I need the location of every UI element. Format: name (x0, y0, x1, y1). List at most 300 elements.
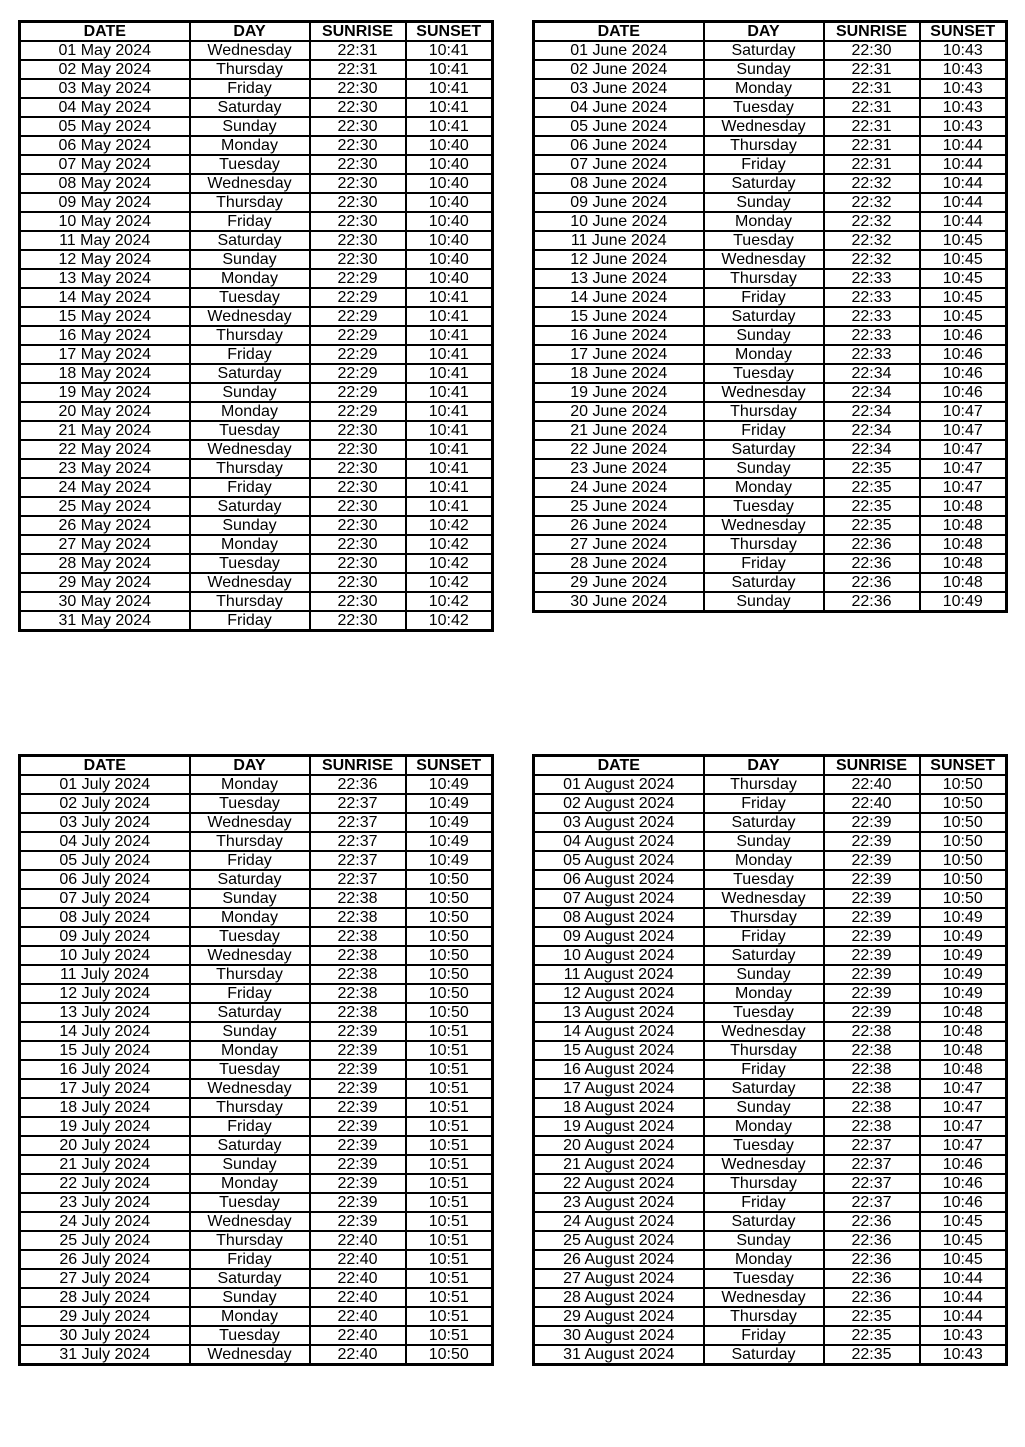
day-cell: Thursday (704, 1174, 824, 1193)
sunrise-cell: 22:36 (824, 1231, 920, 1250)
day-cell: Sunday (704, 326, 824, 345)
sunrise-cell: 22:30 (310, 155, 406, 174)
date-cell: 17 July 2024 (20, 1079, 190, 1098)
sunset-cell: 10:51 (406, 1079, 493, 1098)
sunrise-cell: 22:39 (824, 1003, 920, 1022)
day-cell: Sunday (704, 832, 824, 851)
sunset-cell: 10:51 (406, 1307, 493, 1326)
table-row (534, 946, 1007, 965)
date-cell: 12 June 2024 (534, 250, 704, 269)
date-cell: 13 July 2024 (20, 1003, 190, 1022)
table-row (20, 1326, 493, 1345)
sunset-cell: 10:43 (920, 41, 1007, 60)
sunrise-cell: 22:29 (310, 269, 406, 288)
date-cell: 05 May 2024 (20, 117, 190, 136)
day-cell: Saturday (190, 364, 310, 383)
sunrise-cell: 22:31 (824, 98, 920, 117)
day-cell: Saturday (190, 1136, 310, 1155)
date-cell: 22 June 2024 (534, 440, 704, 459)
day-cell: Monday (704, 79, 824, 98)
sunset-cell: 10:47 (920, 1136, 1007, 1155)
sunset-cell: 10:48 (920, 1060, 1007, 1079)
table-row (20, 965, 493, 984)
sunrise-cell: 22:30 (310, 573, 406, 592)
table-row (20, 1155, 493, 1174)
table-row (534, 535, 1007, 554)
date-cell: 27 July 2024 (20, 1269, 190, 1288)
sunset-cell: 10:51 (406, 1022, 493, 1041)
table-row (20, 611, 493, 631)
header-sunset: SUNSET (406, 756, 493, 776)
date-cell: 13 June 2024 (534, 269, 704, 288)
table-row (534, 402, 1007, 421)
date-cell: 11 May 2024 (20, 231, 190, 250)
day-cell: Saturday (704, 813, 824, 832)
day-cell: Wednesday (704, 1155, 824, 1174)
date-cell: 04 June 2024 (534, 98, 704, 117)
table-row (534, 1345, 1007, 1365)
table-row (20, 459, 493, 478)
sunset-cell: 10:40 (406, 155, 493, 174)
date-cell: 01 July 2024 (20, 775, 190, 794)
table-row (534, 60, 1007, 79)
day-cell: Thursday (704, 535, 824, 554)
day-cell: Friday (190, 212, 310, 231)
day-cell: Monday (704, 1117, 824, 1136)
day-cell: Tuesday (704, 231, 824, 250)
sunrise-cell: 22:36 (824, 1288, 920, 1307)
date-cell: 28 August 2024 (534, 1288, 704, 1307)
day-cell: Sunday (190, 1155, 310, 1174)
day-cell: Wednesday (190, 41, 310, 60)
table-row (20, 794, 493, 813)
date-cell: 05 June 2024 (534, 117, 704, 136)
table-row (20, 212, 493, 231)
table-row (534, 269, 1007, 288)
day-cell: Friday (190, 1117, 310, 1136)
header-date: DATE (20, 22, 190, 42)
table-row (20, 193, 493, 212)
sunrise-cell: 22:36 (824, 535, 920, 554)
table-row (534, 1060, 1007, 1079)
date-cell: 19 August 2024 (534, 1117, 704, 1136)
table-row (20, 870, 493, 889)
sunset-cell: 10:51 (406, 1193, 493, 1212)
sunset-cell: 10:41 (406, 459, 493, 478)
header-date: DATE (534, 22, 704, 42)
table-row (20, 1003, 493, 1022)
sunrise-cell: 22:38 (824, 1041, 920, 1060)
table-row (20, 79, 493, 98)
table-row (534, 1250, 1007, 1269)
date-cell: 02 July 2024 (20, 794, 190, 813)
date-cell: 28 May 2024 (20, 554, 190, 573)
date-cell: 01 June 2024 (534, 41, 704, 60)
day-cell: Saturday (190, 1003, 310, 1022)
day-cell: Thursday (190, 459, 310, 478)
table-header-row (20, 22, 493, 42)
sunrise-cell: 22:29 (310, 326, 406, 345)
table-row (534, 478, 1007, 497)
sunset-cell: 10:50 (406, 965, 493, 984)
date-cell: 10 May 2024 (20, 212, 190, 231)
header-day: DAY (190, 22, 310, 42)
table-row (20, 1098, 493, 1117)
sunset-cell: 10:45 (920, 288, 1007, 307)
sunrise-cell: 22:39 (824, 927, 920, 946)
day-cell: Monday (190, 1174, 310, 1193)
date-cell: 22 August 2024 (534, 1174, 704, 1193)
sunset-cell: 10:51 (406, 1060, 493, 1079)
sunrise-cell: 22:38 (824, 1098, 920, 1117)
sunrise-cell: 22:30 (310, 117, 406, 136)
header-sunset: SUNSET (406, 22, 493, 42)
sunset-cell: 10:50 (406, 870, 493, 889)
table-row (20, 98, 493, 117)
day-cell: Tuesday (190, 155, 310, 174)
sunrise-cell: 22:39 (310, 1041, 406, 1060)
date-cell: 27 May 2024 (20, 535, 190, 554)
day-cell: Wednesday (704, 889, 824, 908)
sunrise-cell: 22:39 (310, 1174, 406, 1193)
day-cell: Saturday (190, 98, 310, 117)
day-cell: Saturday (190, 1269, 310, 1288)
day-cell: Friday (704, 1060, 824, 1079)
sunset-cell: 10:49 (920, 927, 1007, 946)
date-cell: 11 July 2024 (20, 965, 190, 984)
sun-table-may (18, 20, 494, 632)
date-cell: 21 May 2024 (20, 421, 190, 440)
date-cell: 21 July 2024 (20, 1155, 190, 1174)
date-cell: 12 August 2024 (534, 984, 704, 1003)
table-row (534, 459, 1007, 478)
date-cell: 23 June 2024 (534, 459, 704, 478)
day-cell: Saturday (704, 41, 824, 60)
sunset-cell: 10:47 (920, 1079, 1007, 1098)
sunset-cell: 10:51 (406, 1174, 493, 1193)
sunset-cell: 10:47 (920, 1117, 1007, 1136)
date-cell: 31 May 2024 (20, 611, 190, 631)
sunset-cell: 10:40 (406, 193, 493, 212)
day-cell: Friday (190, 345, 310, 364)
sunrise-cell: 22:37 (824, 1155, 920, 1174)
header-day: DAY (704, 756, 824, 776)
date-cell: 06 June 2024 (534, 136, 704, 155)
table-row (20, 117, 493, 136)
table-row (20, 497, 493, 516)
day-cell: Thursday (190, 965, 310, 984)
header-date: DATE (20, 756, 190, 776)
header-sunset: SUNSET (920, 756, 1007, 776)
table-row (20, 1288, 493, 1307)
date-cell: 02 May 2024 (20, 60, 190, 79)
sunrise-cell: 22:38 (310, 965, 406, 984)
day-cell: Tuesday (704, 497, 824, 516)
day-cell: Friday (704, 554, 824, 573)
date-cell: 04 May 2024 (20, 98, 190, 117)
day-cell: Tuesday (190, 288, 310, 307)
date-cell: 24 May 2024 (20, 478, 190, 497)
day-cell: Sunday (704, 965, 824, 984)
table-row (20, 326, 493, 345)
table-row (534, 193, 1007, 212)
sunrise-cell: 22:31 (824, 60, 920, 79)
date-cell: 08 May 2024 (20, 174, 190, 193)
sunrise-cell: 22:36 (824, 1269, 920, 1288)
table-row (20, 775, 493, 794)
date-cell: 06 July 2024 (20, 870, 190, 889)
date-cell: 14 June 2024 (534, 288, 704, 307)
date-cell: 15 May 2024 (20, 307, 190, 326)
date-cell: 19 June 2024 (534, 383, 704, 402)
table-row (534, 554, 1007, 573)
sunrise-cell: 22:40 (310, 1269, 406, 1288)
date-cell: 20 May 2024 (20, 402, 190, 421)
table-row (20, 1345, 493, 1365)
day-cell: Saturday (190, 870, 310, 889)
sunrise-cell: 22:38 (310, 889, 406, 908)
sunrise-cell: 22:30 (310, 497, 406, 516)
sunrise-cell: 22:39 (824, 813, 920, 832)
sunrise-cell: 22:33 (824, 269, 920, 288)
day-cell: Wednesday (704, 1022, 824, 1041)
table-row (534, 364, 1007, 383)
sunset-cell: 10:45 (920, 1250, 1007, 1269)
sunset-cell: 10:51 (406, 1098, 493, 1117)
day-cell: Friday (704, 1326, 824, 1345)
sunset-cell: 10:45 (920, 1212, 1007, 1231)
sunrise-cell: 22:29 (310, 364, 406, 383)
sunset-cell: 10:40 (406, 136, 493, 155)
date-cell: 24 August 2024 (534, 1212, 704, 1231)
sunrise-cell: 22:32 (824, 212, 920, 231)
date-cell: 23 May 2024 (20, 459, 190, 478)
header-sunrise: SUNRISE (310, 22, 406, 42)
day-cell: Wednesday (704, 1288, 824, 1307)
date-cell: 28 July 2024 (20, 1288, 190, 1307)
sunset-cell: 10:45 (920, 231, 1007, 250)
date-cell: 02 August 2024 (534, 794, 704, 813)
table-row (20, 1041, 493, 1060)
sunrise-cell: 22:39 (824, 832, 920, 851)
day-cell: Wednesday (190, 1345, 310, 1365)
sunrise-cell: 22:39 (310, 1079, 406, 1098)
table-row (534, 307, 1007, 326)
date-cell: 26 June 2024 (534, 516, 704, 535)
table-row (534, 984, 1007, 1003)
day-cell: Saturday (190, 231, 310, 250)
day-cell: Sunday (190, 1022, 310, 1041)
day-cell: Thursday (704, 1307, 824, 1326)
table-row (20, 345, 493, 364)
date-cell: 18 July 2024 (20, 1098, 190, 1117)
table-header-row (534, 22, 1007, 42)
sunrise-cell: 22:29 (310, 345, 406, 364)
day-cell: Thursday (704, 269, 824, 288)
sunrise-cell: 22:30 (310, 79, 406, 98)
sunset-cell: 10:51 (406, 1231, 493, 1250)
table-row (534, 212, 1007, 231)
sunrise-cell: 22:40 (310, 1288, 406, 1307)
sunrise-cell: 22:36 (824, 1212, 920, 1231)
sunrise-cell: 22:39 (310, 1022, 406, 1041)
day-cell: Sunday (190, 117, 310, 136)
sunrise-cell: 22:29 (310, 383, 406, 402)
sunrise-cell: 22:39 (310, 1060, 406, 1079)
sunset-cell: 10:45 (920, 1231, 1007, 1250)
day-cell: Thursday (190, 1098, 310, 1117)
sunrise-cell: 22:31 (824, 136, 920, 155)
sunset-cell: 10:41 (406, 117, 493, 136)
date-cell: 25 May 2024 (20, 497, 190, 516)
sunrise-cell: 22:34 (824, 383, 920, 402)
table-row (534, 851, 1007, 870)
table-row (20, 421, 493, 440)
date-cell: 22 May 2024 (20, 440, 190, 459)
date-cell: 03 May 2024 (20, 79, 190, 98)
sunrise-cell: 22:37 (824, 1174, 920, 1193)
day-cell: Tuesday (704, 1269, 824, 1288)
sunset-cell: 10:41 (406, 383, 493, 402)
table-header-row (534, 756, 1007, 776)
table-row (534, 117, 1007, 136)
sunrise-cell: 22:39 (310, 1098, 406, 1117)
table-row (534, 573, 1007, 592)
day-cell: Friday (190, 851, 310, 870)
sunrise-cell: 22:40 (824, 775, 920, 794)
sunrise-cell: 22:35 (824, 1345, 920, 1365)
date-cell: 24 June 2024 (534, 478, 704, 497)
sunset-cell: 10:48 (920, 1003, 1007, 1022)
sunrise-cell: 22:31 (824, 79, 920, 98)
date-cell: 19 July 2024 (20, 1117, 190, 1136)
day-cell: Saturday (704, 573, 824, 592)
sunrise-cell: 22:32 (824, 250, 920, 269)
sunrise-cell: 22:39 (824, 870, 920, 889)
sunrise-cell: 22:33 (824, 288, 920, 307)
table-row (20, 1193, 493, 1212)
sunset-cell: 10:44 (920, 1269, 1007, 1288)
date-cell: 21 June 2024 (534, 421, 704, 440)
day-cell: Thursday (704, 775, 824, 794)
date-cell: 14 July 2024 (20, 1022, 190, 1041)
table-row (20, 136, 493, 155)
sunrise-cell: 22:40 (310, 1231, 406, 1250)
sunset-cell: 10:41 (406, 345, 493, 364)
date-cell: 24 July 2024 (20, 1212, 190, 1231)
sunset-cell: 10:49 (406, 851, 493, 870)
day-cell: Wednesday (190, 1079, 310, 1098)
sunset-cell: 10:41 (406, 440, 493, 459)
date-cell: 02 June 2024 (534, 60, 704, 79)
sunset-cell: 10:47 (920, 440, 1007, 459)
table-row (20, 1060, 493, 1079)
sunrise-cell: 22:30 (310, 516, 406, 535)
day-cell: Monday (190, 402, 310, 421)
date-cell: 21 August 2024 (534, 1155, 704, 1174)
sunset-cell: 10:48 (920, 535, 1007, 554)
header-sunrise: SUNRISE (824, 756, 920, 776)
table-row (20, 813, 493, 832)
table-row (20, 174, 493, 193)
sunset-cell: 10:41 (406, 79, 493, 98)
date-cell: 09 July 2024 (20, 927, 190, 946)
day-cell: Monday (704, 1250, 824, 1269)
date-cell: 12 July 2024 (20, 984, 190, 1003)
sunrise-cell: 22:38 (824, 1079, 920, 1098)
day-cell: Thursday (704, 908, 824, 927)
sunset-cell: 10:47 (920, 478, 1007, 497)
sunset-cell: 10:45 (920, 250, 1007, 269)
sunset-cell: 10:46 (920, 383, 1007, 402)
table-row (534, 250, 1007, 269)
sunrise-cell: 22:35 (824, 1307, 920, 1326)
sunrise-cell: 22:37 (310, 870, 406, 889)
sunset-cell: 10:51 (406, 1212, 493, 1231)
day-cell: Thursday (190, 832, 310, 851)
table-row (534, 231, 1007, 250)
day-cell: Wednesday (190, 946, 310, 965)
sunset-cell: 10:42 (406, 573, 493, 592)
day-cell: Wednesday (704, 383, 824, 402)
sunrise-cell: 22:34 (824, 364, 920, 383)
date-cell: 14 May 2024 (20, 288, 190, 307)
sunset-cell: 10:50 (406, 1345, 493, 1365)
table-row (20, 269, 493, 288)
day-cell: Sunday (190, 889, 310, 908)
sunset-cell: 10:50 (406, 889, 493, 908)
sunset-cell: 10:51 (406, 1041, 493, 1060)
sunset-cell: 10:49 (920, 946, 1007, 965)
date-cell: 10 August 2024 (534, 946, 704, 965)
day-cell: Wednesday (190, 1212, 310, 1231)
sun-table-july (18, 754, 494, 1366)
table-row (20, 535, 493, 554)
sunrise-cell: 22:39 (824, 851, 920, 870)
day-cell: Friday (704, 1193, 824, 1212)
sunrise-cell: 22:31 (310, 41, 406, 60)
sunrise-cell: 22:34 (824, 402, 920, 421)
day-cell: Saturday (704, 1212, 824, 1231)
table-row (534, 1174, 1007, 1193)
date-cell: 07 June 2024 (534, 155, 704, 174)
sunrise-cell: 22:36 (824, 592, 920, 612)
day-cell: Tuesday (190, 421, 310, 440)
sunset-cell: 10:41 (406, 60, 493, 79)
table-row (534, 41, 1007, 60)
sunrise-cell: 22:36 (824, 1250, 920, 1269)
date-cell: 01 August 2024 (534, 775, 704, 794)
date-cell: 07 August 2024 (534, 889, 704, 908)
date-cell: 30 June 2024 (534, 592, 704, 612)
table-row (20, 1250, 493, 1269)
day-cell: Tuesday (190, 1193, 310, 1212)
date-cell: 08 July 2024 (20, 908, 190, 927)
table-row (534, 1212, 1007, 1231)
table-row (20, 889, 493, 908)
date-cell: 26 July 2024 (20, 1250, 190, 1269)
table-row (20, 307, 493, 326)
sunset-cell: 10:40 (406, 250, 493, 269)
table-row (20, 402, 493, 421)
date-cell: 10 June 2024 (534, 212, 704, 231)
table-row (20, 1079, 493, 1098)
sunset-cell: 10:50 (920, 775, 1007, 794)
sunrise-cell: 22:30 (310, 478, 406, 497)
date-cell: 15 June 2024 (534, 307, 704, 326)
sunrise-cell: 22:39 (824, 946, 920, 965)
table-row (534, 832, 1007, 851)
